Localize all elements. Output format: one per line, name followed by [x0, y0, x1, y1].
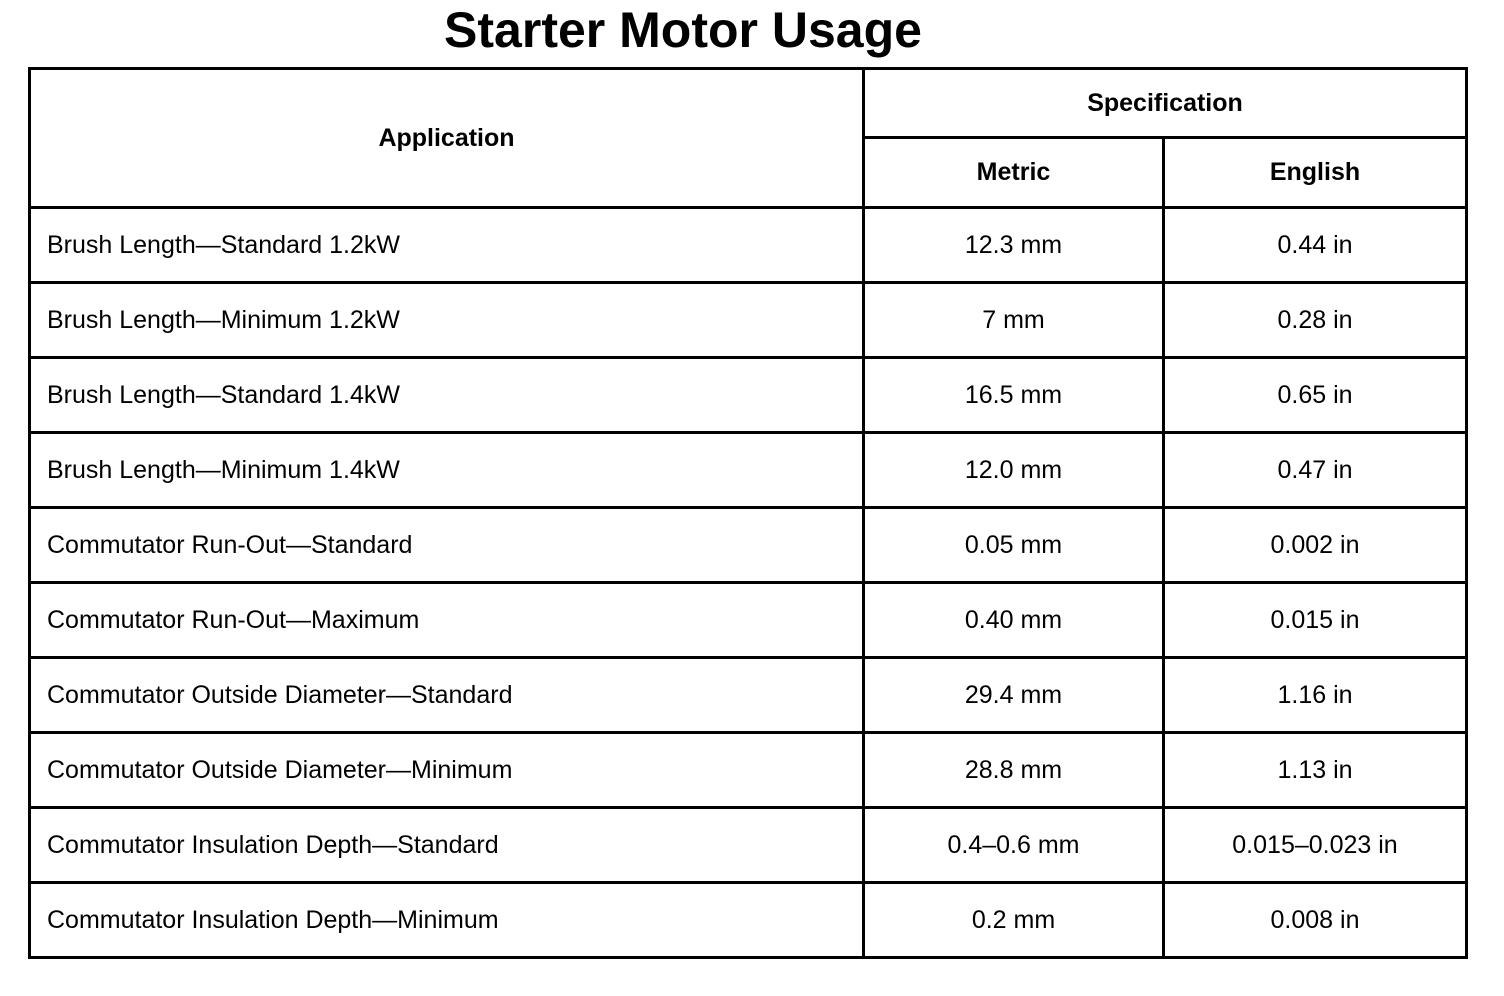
english-cell: 1.13 in	[1164, 733, 1467, 808]
english-cell: 0.015–0.023 in	[1164, 808, 1467, 883]
english-cell: 0.47 in	[1164, 433, 1467, 508]
application-cell: Brush Length—Minimum 1.4kW	[30, 433, 864, 508]
table-body	[30, 208, 1467, 958]
metric-cell: 0.2 mm	[864, 883, 1164, 958]
english-cell: 0.015 in	[1164, 583, 1467, 658]
metric-cell: 0.4–0.6 mm	[864, 808, 1164, 883]
application-cell: Commutator Insulation Depth—Minimum	[30, 883, 864, 958]
metric-cell: 16.5 mm	[864, 358, 1164, 433]
table-row	[30, 583, 1467, 658]
metric-cell: 12.3 mm	[864, 208, 1164, 283]
application-cell: Brush Length—Standard 1.2kW	[30, 208, 864, 283]
application-cell: Commutator Outside Diameter—Minimum	[30, 733, 864, 808]
english-cell: 0.65 in	[1164, 358, 1467, 433]
english-cell: 1.16 in	[1164, 658, 1467, 733]
application-cell: Commutator Run-Out—Maximum	[30, 583, 864, 658]
table-row	[30, 808, 1467, 883]
table-row	[30, 283, 1467, 358]
english-cell: 0.002 in	[1164, 508, 1467, 583]
header-row-top	[30, 69, 1467, 138]
application-cell: Brush Length—Minimum 1.2kW	[30, 283, 864, 358]
metric-cell: 0.40 mm	[864, 583, 1164, 658]
header-metric: Metric	[864, 138, 1164, 208]
header-specification: Specification	[864, 69, 1467, 138]
application-cell: Commutator Outside Diameter—Standard	[30, 658, 864, 733]
application-cell: Brush Length—Standard 1.4kW	[30, 358, 864, 433]
page-title: Starter Motor Usage	[444, 2, 922, 58]
table-header	[30, 69, 1467, 208]
metric-cell: 12.0 mm	[864, 433, 1164, 508]
metric-cell: 29.4 mm	[864, 658, 1164, 733]
table-row	[30, 208, 1467, 283]
metric-cell: 0.05 mm	[864, 508, 1164, 583]
english-cell: 0.28 in	[1164, 283, 1467, 358]
table-row	[30, 358, 1467, 433]
spec-table	[28, 67, 1468, 959]
application-cell: Commutator Run-Out—Standard	[30, 508, 864, 583]
metric-cell: 28.8 mm	[864, 733, 1164, 808]
table-row	[30, 433, 1467, 508]
table-row	[30, 658, 1467, 733]
english-cell: 0.44 in	[1164, 208, 1467, 283]
header-english: English	[1164, 138, 1467, 208]
table-row	[30, 883, 1467, 958]
table-row	[30, 733, 1467, 808]
english-cell: 0.008 in	[1164, 883, 1467, 958]
table-row	[30, 508, 1467, 583]
header-application: Application	[30, 69, 864, 208]
metric-cell: 7 mm	[864, 283, 1164, 358]
application-cell: Commutator Insulation Depth—Standard	[30, 808, 864, 883]
